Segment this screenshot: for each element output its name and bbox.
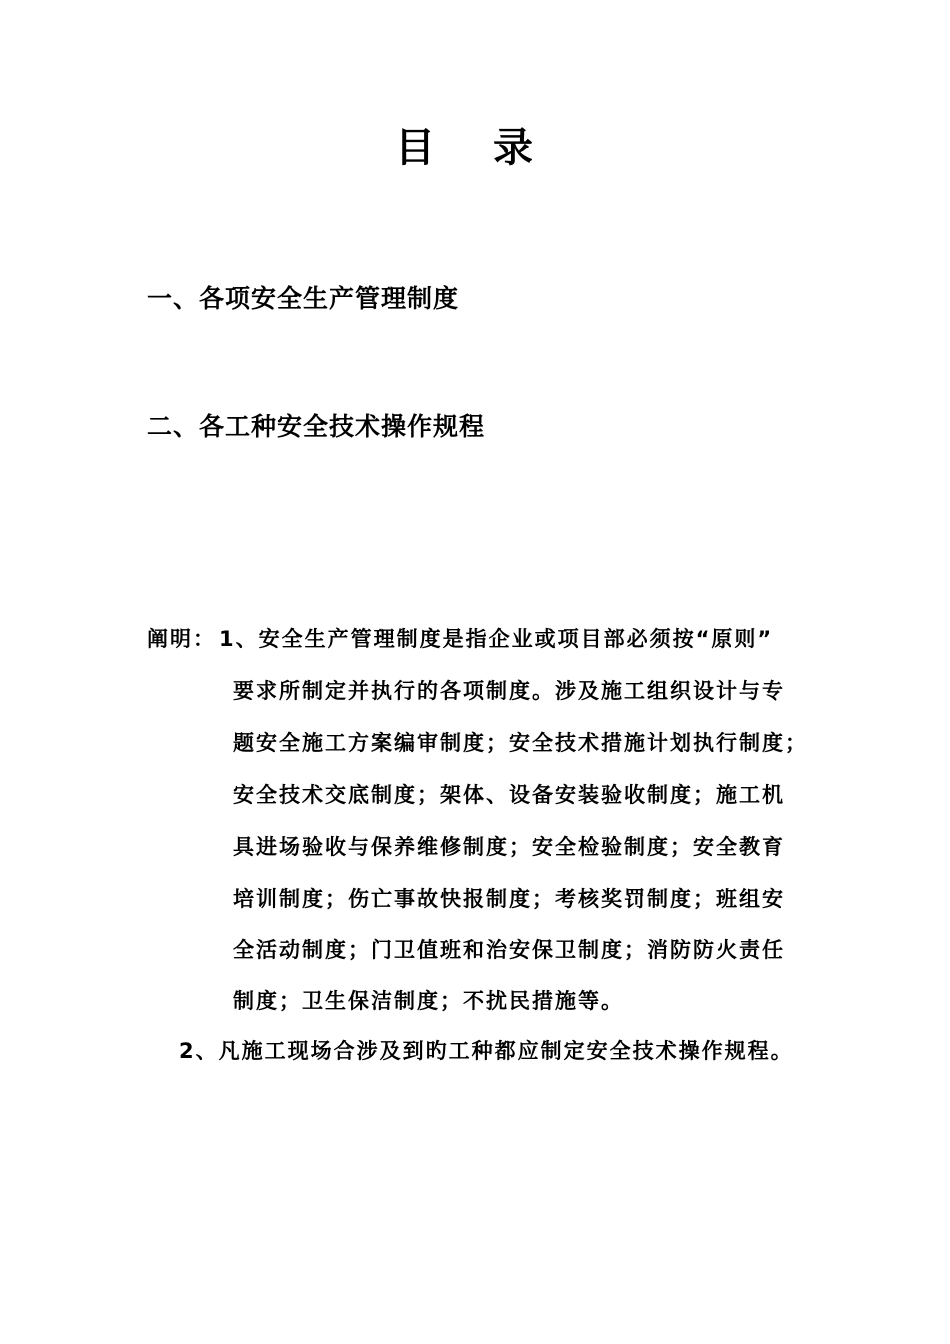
note-1-line: 要求所制定并执行的各项制度。涉及施工组织设计与专 xyxy=(233,679,785,703)
note-2-line: 2、凡施工现场合涉及到旳工种都应制定安全技术操作规程。 xyxy=(179,1039,794,1063)
note-1-line: 题安全施工方案编审制度；安全技术措施计划执行制度； xyxy=(233,731,808,755)
page-title: 目 录 xyxy=(395,125,555,171)
note-1-line: 安全技术交底制度；架体、设备安装验收制度；施工机 xyxy=(233,783,785,807)
section-heading-operation-procedures: 二、各工种安全技术操作规程 xyxy=(147,412,486,441)
section-heading-management-rules: 一、各项安全生产管理制度 xyxy=(147,284,460,313)
note-1-line: 培训制度；伤亡事故快报制度；考核奖罚制度；班组安 xyxy=(233,887,785,911)
note-1-line: 制度；卫生保洁制度；不扰民措施等。 xyxy=(233,989,624,1013)
note-1-line: 全活动制度；门卫值班和治安保卫制度；消防防火责任 xyxy=(233,938,785,962)
note-1-line: 1、安全生产管理制度是指企业或项目部必须按“原则” xyxy=(219,627,774,651)
notes-label: 阐明： xyxy=(147,627,216,651)
note-1-line: 具进场验收与保养维修制度；安全检验制度；安全教育 xyxy=(233,835,785,859)
